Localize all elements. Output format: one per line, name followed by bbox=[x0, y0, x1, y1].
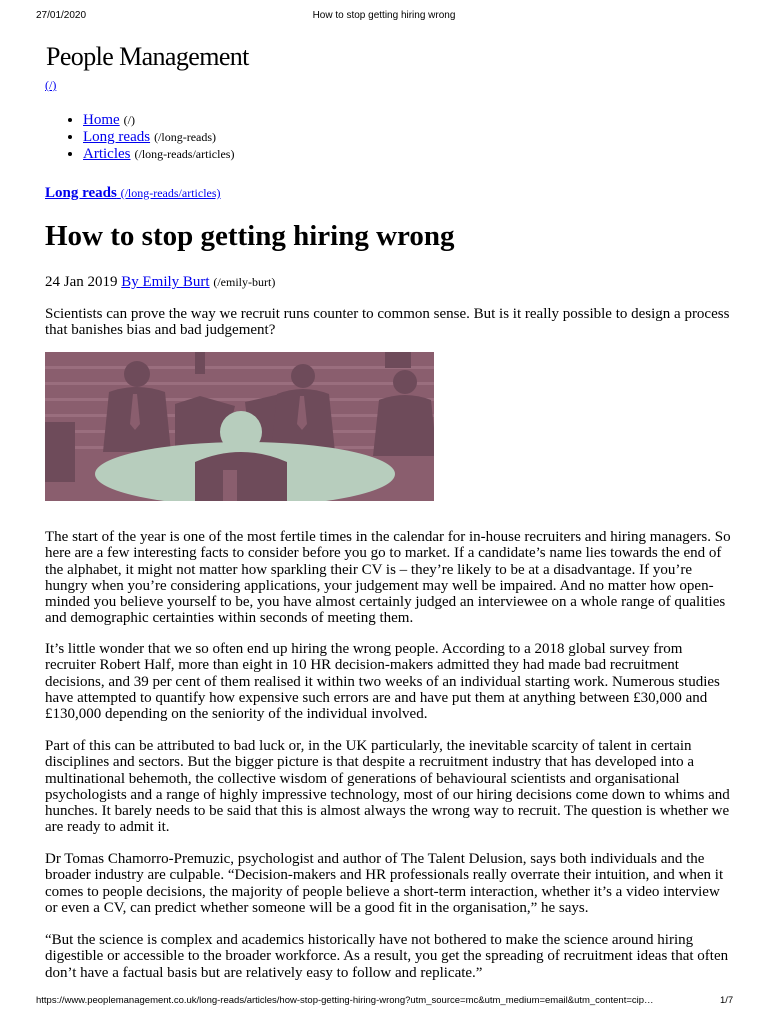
standfirst: Scientists can prove the way we recruit runs counter to common sense. But is it really possible to design a process that banishes bias and bad judgement? bbox=[45, 306, 730, 339]
site-logo[interactable]: People Management bbox=[46, 42, 249, 71]
print-url: https://www.peoplemanagement.co.uk/long-reads/articles/how-stop-getting-hiring-wrong?utm_source=mc&utm_medium=email&utm_content=cip… bbox=[36, 995, 654, 1006]
nav-item-articles bbox=[83, 146, 234, 163]
article-paragraph: Dr Tomas Chamorro-Premuzic, psychologist and author of The Talent Delusion, says both individuals and the broader industry are culpable. “Decision-makers and HR professionals really overrate their intuition, and when it comes to people decisions, the majority of people believe a short-term interaction, whether it’s a video interview or even a CV, can predict whether someone will be a good fit in the organisation,” he says. bbox=[45, 851, 724, 916]
nav-href-home: (/) bbox=[123, 113, 135, 127]
nav-href-long-reads: (/long-reads) bbox=[154, 130, 217, 144]
nav-href-articles: (/long-reads/articles) bbox=[134, 147, 235, 161]
author-href: (/emily-burt) bbox=[213, 275, 276, 289]
print-doc-title: How to stop getting hiring wrong bbox=[312, 10, 456, 21]
hero-illustration bbox=[45, 352, 434, 501]
article-paragraph: The start of the year is one of the most fertile times in the calendar for in-house recruiters and hiring managers. So here are a few interesting facts to consider before you go to market. If a candidate’s name lies towards the end of the alphabet, it might not matter how sparkling their CV is – they’re likely to be at a disadvantage. If you’re hungry when you’re considering applications, your judgement may well be impaired. And no matter how open-minded you believe yourself to be, you have almost certainly judged an interviewee on a whole range of qualities and demographic certainties within seconds of meeting them. bbox=[45, 529, 731, 627]
logo-root-link[interactable]: (/) bbox=[45, 78, 57, 92]
category-link[interactable] bbox=[45, 185, 221, 202]
article-paragraph: It’s little wonder that we so often end up hiring the wrong people. According to a 2018 global survey from recruiter Robert Half, more than eight in 10 HR decision-makers admitted they had made bad recruitment decisions, and 39 per cent of them realised it within two weeks of an individual starting work. Numerous studies have attempted to quantify how expensive such errors are and have put them at anything between £30,000 and £130,000 depending on the seniority of the individual involved. bbox=[45, 641, 720, 723]
article-date: 24 Jan 2019 bbox=[45, 274, 118, 290]
page-number: 1/7 bbox=[720, 995, 734, 1006]
nav-link-home[interactable]: Home bbox=[83, 112, 120, 128]
byline bbox=[45, 274, 275, 291]
author-link[interactable]: By Emily Burt bbox=[121, 274, 210, 290]
print-date: 27/01/2020 bbox=[36, 10, 87, 21]
article-title: How to stop getting hiring wrong bbox=[45, 220, 455, 252]
nav-link-articles[interactable]: Articles bbox=[83, 146, 131, 162]
nav-item-long-reads bbox=[83, 129, 234, 146]
nav-item-home bbox=[83, 112, 234, 129]
category-label: Long reads bbox=[45, 185, 117, 201]
article-paragraph: “But the science is complex and academics historically have not bothered to make the science around hiring digestible or accessible to the broader workforce. As a result, you get the spreading of recruitment ideas that often don’t have a factual basis but are relatively easy to follow and replicate.” bbox=[45, 932, 729, 981]
breadcrumb-nav bbox=[45, 112, 234, 163]
category-href: (/long-reads/articles) bbox=[120, 186, 221, 200]
nav-link-long-reads[interactable]: Long reads bbox=[83, 129, 151, 145]
article-paragraph: Part of this can be attributed to bad luck or, in the UK particularly, the inevitable scarcity of talent in certain disciplines and sectors. But the bigger picture is that despite a recruitment industry that has developed into a multinational behemoth, the collective wisdom of generations of behavioural scientists and organisational psychologists and a range of highly impressive technology, most of our hiring decisions come down to whims and hunches. It barely needs to be said that this is almost always the wrong way to recruit. The question is whether we are ready to admit it. bbox=[45, 738, 730, 836]
